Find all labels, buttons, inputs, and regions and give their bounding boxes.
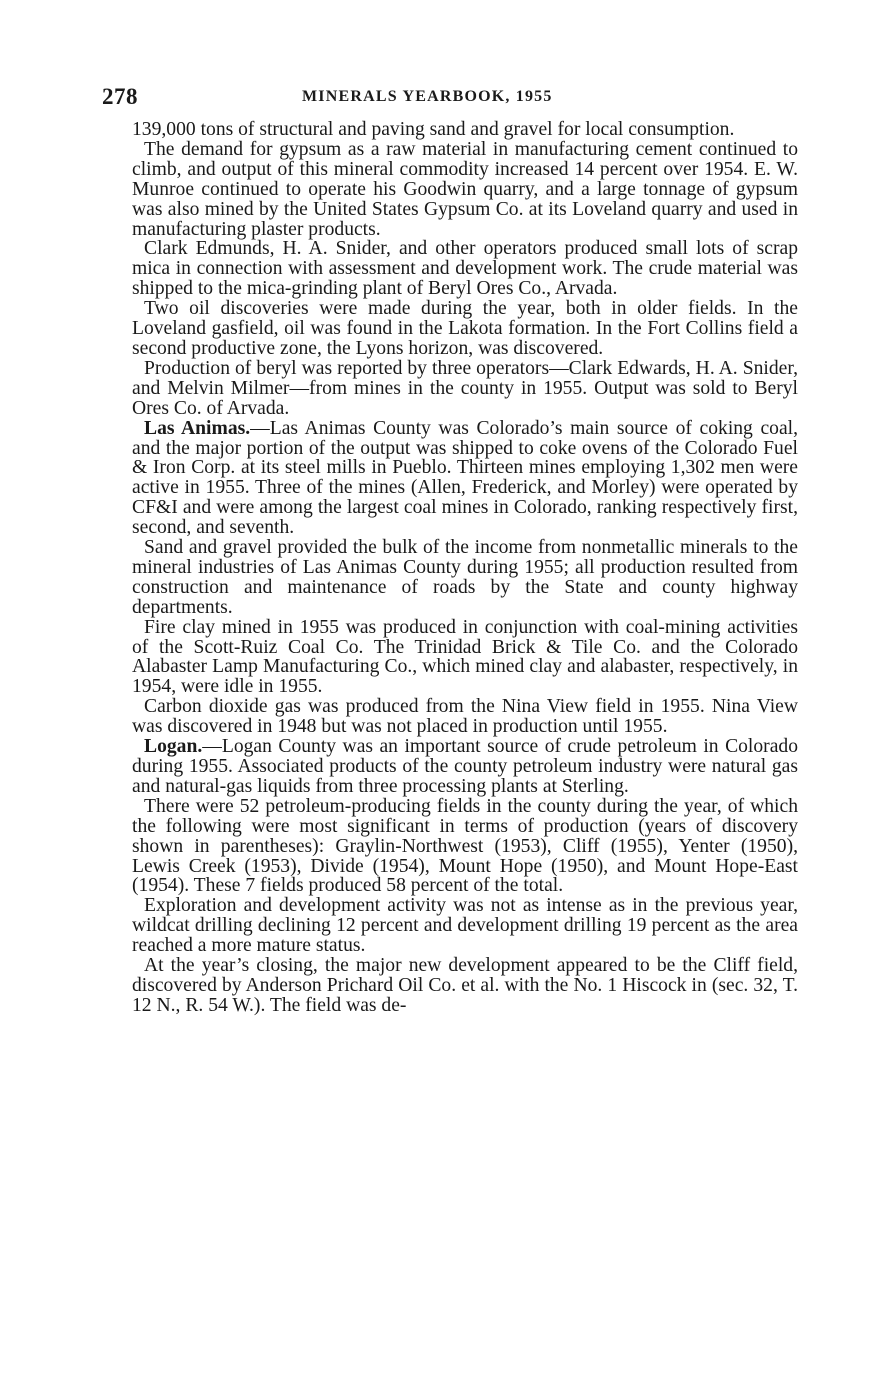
running-title: MINERALS YEARBOOK, 1955 — [302, 88, 553, 105]
paragraph-text: 139,000 tons of structural and paving sand and gravel for local consumption. — [132, 119, 735, 140]
page-header — [102, 84, 792, 114]
paragraph-text: At the year’s closing, the major new development appeared to be the Cliff field, discovered by Anderson Prichard Oil Co. et al. with the No. 1 Hiscock in (sec. 32, T. 12 N., R. 54 W.). The field was de- — [132, 955, 798, 1016]
paragraph-1 — [132, 120, 798, 140]
paragraph-text: There were 52 petroleum-producing fields in the county during the year, of which the following were most significant in terms of production (years of discovery shown in parentheses): Graylin-Northwest (1953), Cliff (1955), Yenter (1950), Lewis Creek (1953), Divide (1954), Mount Hope (1950), and Mount Hope-East (1954). These 7 fields produced 58 percent of the total. — [132, 795, 798, 897]
paragraph-text: —Las Animas County was Colorado’s main source of coking coal, and the major portion of the output was shipped to coke ovens of the Colorado Fuel & Iron Corp. at its steel mills in Pueblo. Thirteen mines employing 1,302 men were active in 1955. Three of the mines (Allen, Frederick, and Morley) were operated by CF&I and were among the largest coal mines in Colorado, ranking respectively first, second, and seventh. — [132, 417, 798, 539]
county-heading-logan: Logan. — [144, 736, 203, 758]
body-text — [132, 120, 798, 1016]
paragraph-exploration — [132, 896, 798, 956]
paragraph-text: Two oil discoveries were made during the year, both in older fields. In the Loveland gasfield, oil was found in the Lakota formation. In the Fort Collins field a second productive zone, the Lyons horizon, was discovered. — [132, 298, 798, 359]
page-number: 278 — [102, 84, 138, 109]
paragraph-logan — [132, 737, 798, 797]
paragraph-cliff-field — [132, 956, 798, 1016]
paragraph-text: Fire clay mined in 1955 was produced in conjunction with coal-mining activities of the Scott-Ruiz Coal Co. The Trinidad Brick & Tile Co. and the Colorado Alabaster Lamp Manufacturing Co., which mined clay and alabaster, respectively, in 1954, were idle in 1955. — [132, 616, 798, 698]
paragraph-fields — [132, 797, 798, 897]
paragraph-beryl — [132, 359, 798, 419]
paragraph-gypsum — [132, 140, 798, 240]
paragraph-fire-clay — [132, 618, 798, 698]
paragraph-carbon-dioxide — [132, 697, 798, 737]
paragraph-text: Production of beryl was reported by three operators—Clark Edwards, H. A. Snider, and Melvin Milmer—from mines in the county in 1955. Output was sold to Beryl Ores Co. of Arvada. — [132, 357, 798, 419]
paragraph-text: Carbon dioxide gas was produced from the Nina View field in 1955. Nina View was discovered in 1948 but was not placed in production until 1955. — [132, 696, 798, 738]
paragraph-sand-gravel — [132, 538, 798, 618]
paragraph-las-animas — [132, 419, 798, 538]
paragraph-oil-discoveries — [132, 299, 798, 359]
paragraph-text: The demand for gypsum as a raw material in manufacturing cement continued to climb, and output of this mineral commodity increased 14 percent over 1954. E. W. Munroe continued to operate his Goodwin quarry, and a large tonnage of gypsum was also mined by the United States Gypsum Co. at its Loveland quarry and used in manufacturing plaster products. — [132, 138, 798, 240]
paragraph-text: Exploration and development activity was not as intense as in the previous year, wildcat drilling declining 12 percent and development drilling 19 percent as the area reached a more mature status. — [132, 895, 798, 957]
paragraph-mica — [132, 239, 798, 299]
paragraph-text: Sand and gravel provided the bulk of the income from nonmetallic minerals to the mineral industries of Las Animas County during 1955; all production resulted from construction and maintenance of roads by the State and county highway departments. — [132, 537, 798, 618]
paragraph-text: Clark Edmunds, H. A. Snider, and other operators produced small lots of scrap mica in connection with assessment and development work. The crude material was shipped to the mica-grinding plant of Beryl Ores Co., Arvada. — [132, 238, 798, 300]
county-heading-las-animas: Las Animas. — [144, 417, 251, 439]
paragraph-text: —Logan County was an important source of crude petroleum in Colorado during 1955. Associated products of the county petroleum industry were natural gas and natural-gas liquids from three processing plants at Sterling. — [132, 736, 798, 797]
